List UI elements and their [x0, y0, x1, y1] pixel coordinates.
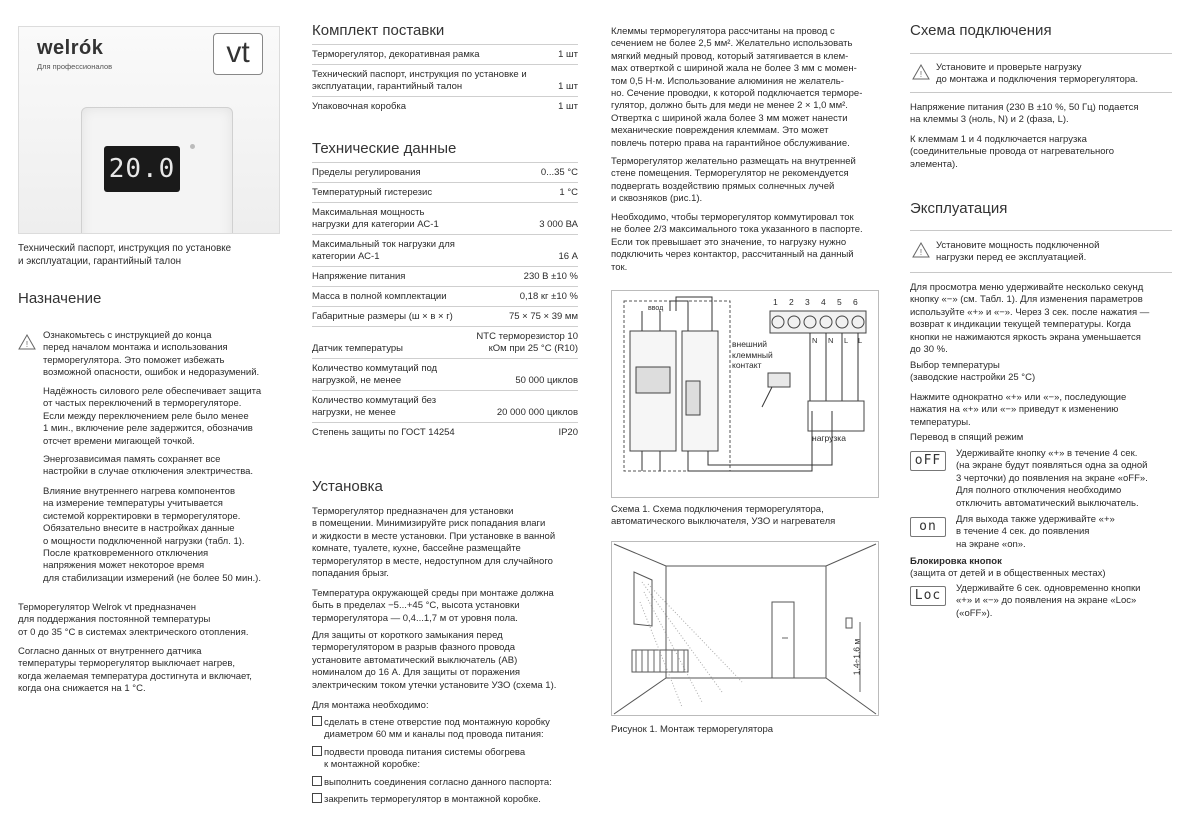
voltage-paragraph: Напряжение питания (230 В ±10 %, 50 Гц) подается на клеммы 3 (ноль, N) и 2 (фаза, L). — [910, 102, 1139, 126]
figure-caption: Рисунок 1. Монтаж терморегулятора — [611, 724, 774, 735]
table-row: Технический паспорт, инструкция по установке и эксплуатации, гарантийный талон 1 шт — [312, 65, 578, 97]
room-illustration — [611, 541, 879, 716]
table-row: Степень защиты по ГОСТ 14254 IP20 — [312, 423, 578, 443]
loc-display-icon: Loc — [910, 586, 946, 606]
table-row: Количество коммутаций без нагрузки, не менее 20 000 000 циклов — [312, 391, 578, 423]
table-row: Максимальная мощность нагрузки для категории АС-1 3 000 ВА — [312, 203, 578, 235]
svg-text:!: ! — [919, 70, 923, 79]
section-heading-purpose: Назначение — [18, 290, 102, 307]
sensor-paragraph: Согласно данных от внутреннего датчика температуры терморегулятор выключает нагрев, когда желаемая температура достигнута и включает, когда она снижается на 1 °C. — [18, 646, 252, 695]
wiring-diagram — [612, 291, 878, 497]
memory-paragraph: Энергозависимая память сохраняет все настройки в случае отключения электричества. — [43, 454, 254, 478]
svg-text:!: ! — [919, 248, 923, 257]
lock-heading: Блокировка кнопок — [910, 556, 1002, 567]
column-3 — [611, 0, 879, 814]
height-label: 1,4÷1,6 м — [851, 638, 862, 676]
list-item: закрепить терморегулятор в монтажной коробке. — [312, 793, 580, 806]
table-row: Датчик температуры NTC терморезистор 10 кОм при 25 °C (R10) — [312, 327, 578, 359]
table-row: Упаковочная коробка 1 шт — [312, 97, 578, 117]
table-row: Температурный гистерезис 1 °C — [312, 183, 578, 203]
kit-table — [312, 44, 578, 116]
external-contact-label: внешний клеммный контакт — [732, 339, 773, 370]
connection-warning: Установите и проверьте нагрузку до монтажа и подключения терморегулятора. — [936, 62, 1138, 86]
terminals-paragraph: Клеммы терморегулятора рассчитаны на провод с сечением не более 2,5 мм². Желательно использовать мягкий медный провод, который затягивается в клем- мах отверткой с шириной жала не более 3 мм с момен- том 0,5 Н·м. Использование алюминия не желатель- но. Сечение проводки, к которой подключается терморе- гулятор, должно быть для меди не менее 2 × 1,0 мм². Отвертка с шириной жала более 3 мм может нанести механические повреждения клеммам. Это может повлечь потерю права на гарантийное обслуживание. — [611, 26, 863, 149]
install-paragraph-2: Температура окружающей среды при монтаже должна быть в пределах −5...+45 °C, высота установки терморегулятора — 0,4...1,7 м от уровня пола. — [312, 588, 554, 624]
table-row: Максимальный ток нагрузки для категории АС-1 16 А — [312, 235, 578, 267]
input-label: ввод — [648, 305, 664, 312]
checkbox-icon — [312, 716, 322, 726]
thermostat-device — [81, 107, 233, 234]
sleep-heading: Перевод в спящий режим — [910, 432, 1024, 443]
install-paragraph-1: Терморегулятор предназначен для установки в помещении. Минимизируйте риск попадания влаги и жидкости в месте установки. При установке в ванной комнате, туалете, кухне, бассейне размещайте терморегулятор в месте, недоступном для случайного попадания брызг. — [312, 506, 556, 580]
install-paragraph-4: Для монтажа необходимо: — [312, 700, 429, 711]
load-terminals-paragraph: К клеммам 1 и 4 подключается нагрузка (соединительные провода от нагревательного элемента). — [910, 134, 1115, 170]
list-item: подвести провода питания системы обогрева к монтажной коробке: — [312, 746, 580, 772]
warning-icon — [18, 334, 36, 350]
press-paragraph: Нажмите однократно «+» или «−», последующие нажатия на «+» или «−» приведут к изменению температуры. — [910, 392, 1127, 428]
section-heading-connection: Схема подключения — [910, 22, 1052, 39]
temperature-select: Выбор температуры (заводские настройки 25 °C) — [910, 360, 1036, 384]
section-heading-kit: Комплект поставки — [312, 22, 445, 39]
column-4 — [910, 0, 1175, 814]
list-item: выполнить соединения согласно данного паспорта: — [312, 776, 580, 789]
divider — [910, 230, 1172, 231]
table-row: Терморегулятор, декоративная рамка 1 шт — [312, 45, 578, 65]
checkbox-icon — [312, 746, 322, 756]
table-row: Масса в полной комплектации 0,18 кг ±10 % — [312, 287, 578, 307]
divider — [910, 272, 1172, 273]
current-paragraph: Необходимо, чтобы терморегулятор коммутировал ток не более 2/3 максимального тока указанного в паспорте. Если ток превышает это значение, то нагрузку нужно подключить через контактор, рассчитанный на данный ток. — [611, 212, 863, 273]
welrok-logo: welrók — [37, 37, 104, 59]
svg-text:!: ! — [25, 340, 29, 349]
section-heading-install: Установка — [312, 478, 383, 495]
install-paragraph-3: Для защиты от короткого замыкания перед терморегулятором в разрыв фазного провода установите автоматический выключатель (АВ) номиналом до 16 А. Для защиты от поражения электрическим током утечки установите УЗО (схема 1). — [312, 630, 557, 691]
off-text: Удерживайте кнопку «+» в течение 4 сек. (на экране будут появляться одна за одной 3 черточки) до появления на экране «oFF». Для полного отключения необходимо отключить автоматический выключатель. — [956, 448, 1148, 509]
load-label: нагрузка — [812, 433, 846, 443]
operation-warning: Установите мощность подключенной нагрузки перед ее эксплуатацией. — [936, 240, 1100, 264]
table-row: Пределы регулирования 0...35 °C — [312, 163, 578, 183]
list-item: сделать в стене отверстие под монтажную коробку диаметром 60 мм и каналы под провода питания: — [312, 716, 580, 742]
divider — [910, 53, 1172, 54]
hero-caption: Технический паспорт, инструкция по установке и эксплуатации, гарантийный талон — [18, 243, 232, 267]
heating-paragraph: Влияние внутреннего нагрева компонентов на измерение температуры учитывается системой корректировки в терморегуляторе. Обязательно внесите в настройках данные о мощности подключенной нагрузки (табл. 1). После кратковременного отключения напряжения может некоторое время для стабилизации измерений (не более 50 мин.). — [43, 486, 261, 584]
wiring-scheme: ввод 1 2 3 4 5 6 N N L L внешний клеммный контакт нагрузка — [611, 290, 879, 498]
on-display-icon: on — [910, 517, 946, 537]
install-steps — [312, 716, 580, 806]
divider — [910, 92, 1172, 93]
logo-tagline: Для профессионалов — [37, 62, 113, 71]
device-display: 20.0 — [104, 146, 180, 192]
warning-icon — [912, 64, 930, 80]
lock-subheading: (защита от детей и в общественных местах) — [910, 568, 1106, 579]
menu-paragraph: Для просмотра меню удерживайте несколько секунд кнопку «−» (см. Табл. 1). Для изменения параметров используйте «+» и «−». Через 3 сек. после нажатия — возврат к индикации текущей температуры. Когда кнопки не нажимаются яркость экрана уменьшается до 30 %. — [910, 282, 1150, 356]
room-drawing — [612, 542, 878, 715]
tech-table — [312, 162, 578, 442]
section-heading-operation: Эксплуатация — [910, 200, 1008, 217]
led-icon — [190, 144, 195, 149]
off-display-icon: oFF — [910, 451, 946, 471]
on-text: Для выхода также удерживайте «+» в течение 4 сек. до появления на экране «on». — [956, 514, 1115, 550]
product-hero — [18, 26, 280, 234]
scheme-caption: Схема 1. Схема подключения терморегулятора, автоматического выключателя, УЗО и нагревателя — [611, 504, 836, 528]
relay-paragraph: Надёжность силового реле обеспечивает защита от частых переключений в терморегуляторе. Если между переключением реле было менее 1 мин., включение реле задержится, обозначив отсчет времени мигающей точкой. — [43, 386, 262, 447]
purpose-paragraph: Терморегулятор Welrok vt предназначен для поддержания постоянной температуры от 0 до 35 °C в системах электрического отопления. — [18, 602, 249, 638]
column-1: welrók Для профессионалов vt 20.0 Технический паспорт, инструкция по установке и эксплуатации, гарантийный талон Назначение ! Ознакомьтесь с инструкцией до конца перед началом монтажа и использования терморегулятора. Это поможет избежать возможной опасности, ошибок и недоразумений. Надёжность силового реле обеспечивает защита от частых переключений в терморегуляторе. Если между переключением реле было менее 1 мин., включение реле задержится, обозначив отсчет времени мигающей точкой. Энергозависимая память сохраняет все настройки в случае отключения электричества. Влияние внутреннего нагрева компонентов на измерение температуры учитывается системой корректировки в терморегуляторе. Обязательно внесите в настройках данные о мощности подключенной нагрузки (табл. 1). После кратковременного отключения напряжения может некоторое время для стабилизации измерений (не более 50 мин.). Терморегулятор Welrok vt предназначен для поддержания постоянной температуры от 0 до 35 °C в системах электрического отопления. Согласно данных от внутреннего датчика температуры терморегулятор выключает нагрев, когда желаемая температура достигнута и включает, когда она снижается на 1 °C. — [18, 0, 280, 814]
warning-icon — [912, 242, 930, 258]
loc-text: Удерживайте 6 сек. одновременно кнопки «+» и «−» до появления на экране «Loc» («oFF»). — [956, 583, 1141, 619]
table-row: Габаритные размеры (ш × в × г) 75 × 75 × 39 мм — [312, 307, 578, 327]
model-badge: vt — [213, 33, 263, 75]
section-heading-tech: Технические данные — [312, 140, 457, 157]
placement-paragraph: Терморегулятор желательно размещать на внутренней стене помещения. Терморегулятор не рекомендуется подвергать воздействию прямых солнечных лучей и сквозняков (рис.1). — [611, 156, 856, 205]
table-row: Количество коммутаций под нагрузкой, не менее 50 000 циклов — [312, 359, 578, 391]
checkbox-icon — [312, 793, 322, 803]
table-row: Напряжение питания 230 В ±10 % — [312, 267, 578, 287]
checkbox-icon — [312, 776, 322, 786]
column-2 — [312, 0, 580, 814]
